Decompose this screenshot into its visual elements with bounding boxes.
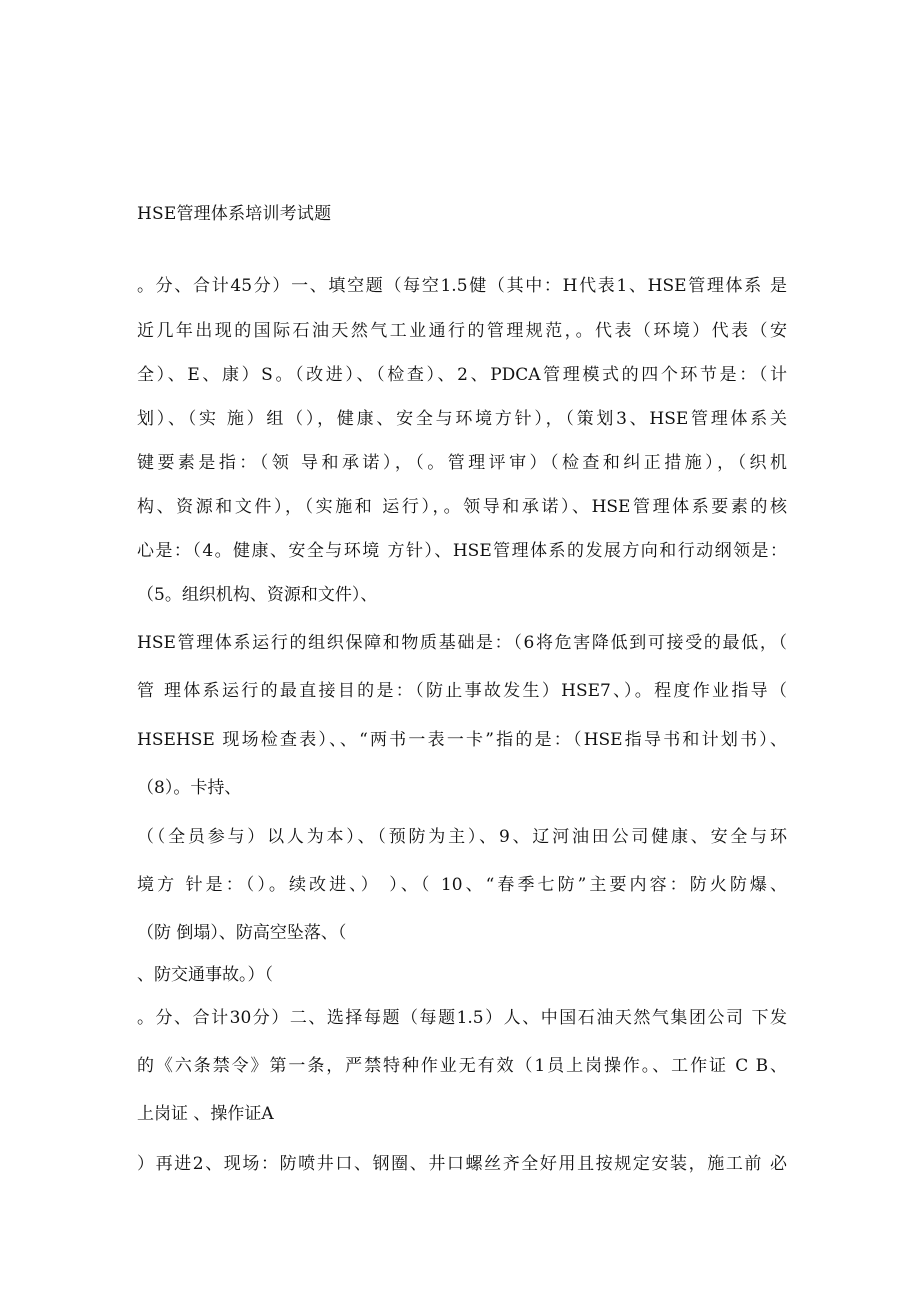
text-line: （防 倒塌）、防高空坠落、（ (137, 923, 347, 943)
text-line: （5。组织机构、资源和文件）、 (137, 585, 378, 605)
text-line: 近几年出现的国际石油天然气工业通行的管理规范，。代表（环境）代表（安 (137, 321, 787, 341)
document-title: HSE管理体系培训考试题 (137, 204, 332, 224)
text-line: 全）、E、康）S。（改进）、（检查）、2、PDCA管理模式的四个环节是：（计 (137, 365, 787, 385)
text-line: 。分、合计45分）一、填空题（每空1.5健（其中：H代表1、HSE管理体系 是 (137, 276, 787, 296)
text-line: 构、资源和文件），（实施和 运行），。领导和承诺）、HSE管理体系要素的核 (137, 497, 787, 517)
text-line: 键要素是指：（领 导和承诺），（。管理评审）（检查和纠正措施），（织机 (137, 453, 787, 473)
text-line: 心是：（4。健康、安全与环境 方针）、HSE管理体系的发展方向和行动纲领是： (137, 541, 787, 561)
text-line: HSEHSE 现场检查表）、、“两书一表一卡”指的是：（HSE指导书和计划书）、 (137, 730, 787, 750)
text-line: ）再进2、现场：防喷井口、钢圈、井口螺丝齐全好用且按规定安装，施工前 必 (137, 1154, 787, 1174)
text-line: （（全员参与）以人为本）、（预防为主）、9、辽河油田公司健康、安全与环 (137, 827, 787, 847)
text-line: HSE管理体系运行的组织保障和物质基础是：（6将危害降低到可接受的最低，（ (137, 633, 787, 653)
text-line: 上岗证 、操作证A (137, 1104, 274, 1124)
text-line: （8）。卡持、 (137, 778, 242, 798)
text-line: 划）、（实 施）组（），健康、安全与环境方针），（策划3、HSE管理体系关 (137, 409, 787, 429)
text-line: 管 理体系运行的最直接目的是：（防止事故发生）HSE7、）。程度作业指导（ (137, 681, 787, 701)
text-line: 的《六条禁令》第一条，严禁特种作业无有效（1员上岗操作。、工作证 C B、 (137, 1056, 787, 1076)
text-line: 、防交通事故。）（ (137, 965, 273, 985)
text-line: 境方 针是：（）。续改进、） ）、（ 10、“春季七防”主要内容：防火防爆、 (137, 875, 787, 895)
text-line: 。分、合计30分）二、选择每题（每题1.5）人、中国石油天然气集团公司 下发 (137, 1008, 787, 1028)
